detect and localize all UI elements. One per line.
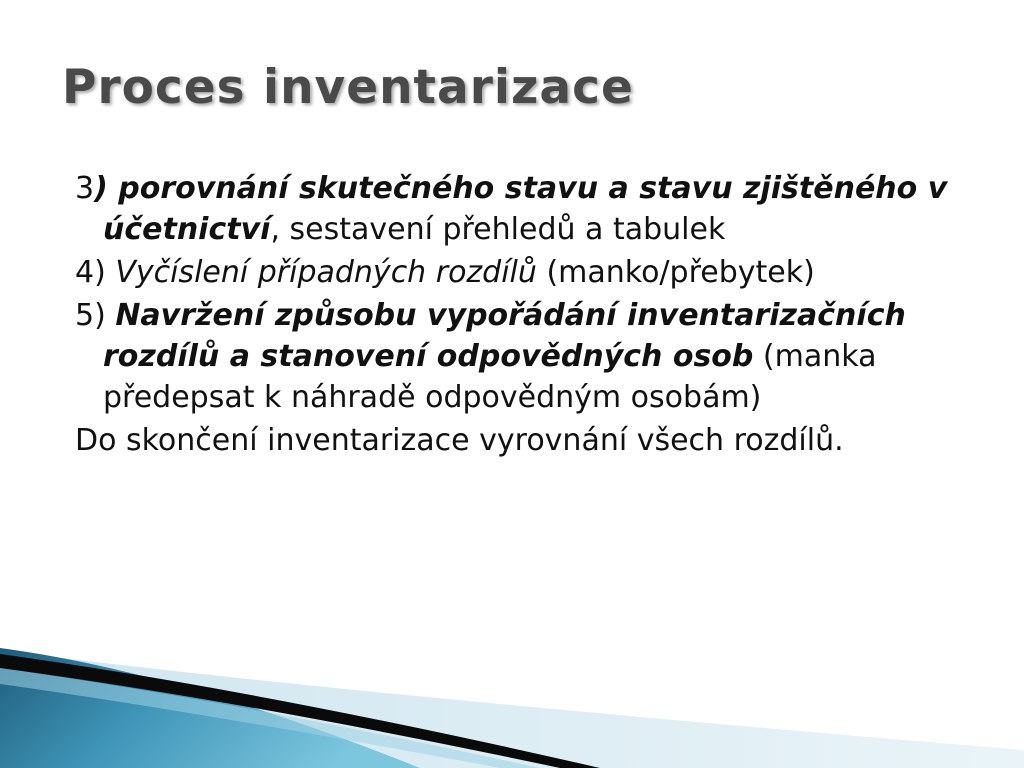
item-text: , sestavení přehledů a tabulek — [270, 212, 726, 247]
item-number: 5) — [75, 298, 116, 333]
item-text: (manko/přebytek) — [536, 255, 815, 290]
item-emphasis: ) porovnání skutečného stavu a stavu zjištěného v účetnictví — [94, 171, 948, 247]
item-number: 3 — [75, 171, 95, 206]
slide-content — [75, 168, 955, 463]
item-number: 4) — [75, 255, 116, 290]
item-text: (manka předepsat k náhradě odpovědným osobám) — [103, 339, 877, 415]
list-item-4 — [75, 252, 955, 293]
closing-statement: Do skončení inventarizace vyrovnání všech rozdílů. — [75, 423, 844, 458]
item-emphasis: Navržení způsobu vypořádání inventarizačních rozdílů a stanovení odpovědných osob — [103, 298, 906, 374]
list-item-3 — [75, 168, 955, 250]
list-item-5 — [75, 295, 955, 418]
item-emphasis: Vyčíslení případných rozdílů — [115, 255, 537, 290]
slide-title: Proces inventarizace — [62, 60, 634, 115]
